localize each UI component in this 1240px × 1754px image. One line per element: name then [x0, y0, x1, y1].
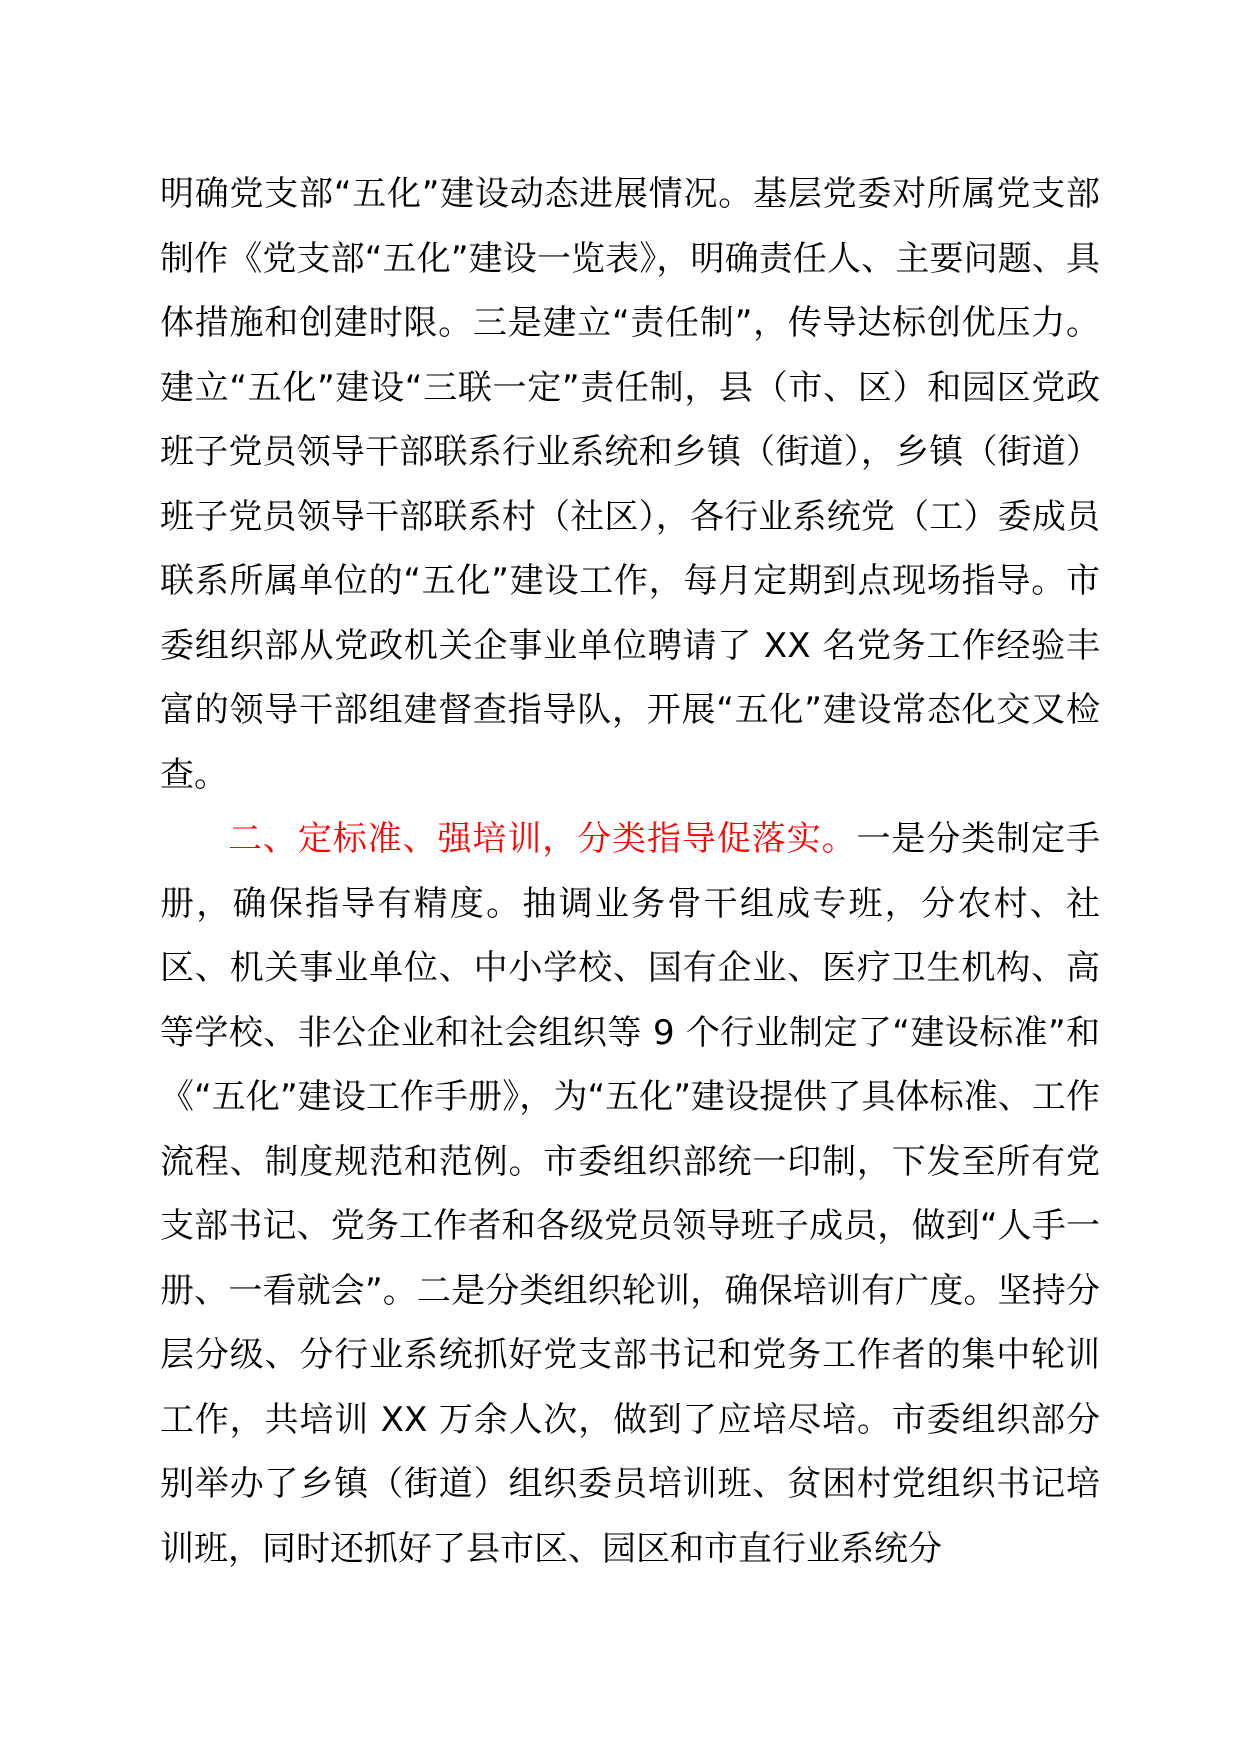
- section-heading: 二、定标准、强培训，分类指导促落实。: [228, 819, 857, 859]
- paragraph-text: 明确党支部“五化”建设动态进展情况。基层党委对所属党支部制作《党支部“五化”建设一览表》，明确责任人、主要问题、具体措施和创建时限。三是建立“责任制”，传导达标创优压力。建立“五化”建设“三联一定”责任制，县（市、区）和园区党政班子党员领导干部联系行业系统和乡镇（街道），乡镇（街道）班子党员领导干部联系村（社区），各行业系统党（工）委成员联系所属单位的“五化”建设工作，每月定期到点现场指导。市委组织部从党政机关企事业单位聘请了 XX 名党务工作经验丰富的领导干部组建督查指导队，开展“五化”建设常态化交叉检查。: [160, 174, 1100, 795]
- paragraph-text: 一是分类制定手册，确保指导有精度。抽调业务骨干组成专班，分农村、社区、机关事业单位、中小学校、国有企业、医疗卫生机构、高等学校、非公企业和社会组织等 9 个行业制定了“建设标准”和《“五化”建设工作手册》，为“五化”建设提供了具体标准、工作流程、制度规范和范例。市委组织部统一印制，下发至所有党支部书记、党务工作者和各级党员领导班子成员，做到“人手一册、一看就会”。二是分类组织轮训，确保培训有广度。坚持分层分级、分行业系统抓好党支部书记和党务工作者的集中轮训工作，共培训 XX 万余人次，做到了应培尽培。市委组织部分别举办了乡镇（街道）组织委员培训班、贫困村党组织书记培训班，同时还抓好了县市区、园区和市直行业系统分: [160, 819, 1100, 1569]
- paragraph-section-two: [160, 807, 1100, 1581]
- document-body: [160, 162, 1100, 1581]
- paragraph-continued: [160, 162, 1100, 807]
